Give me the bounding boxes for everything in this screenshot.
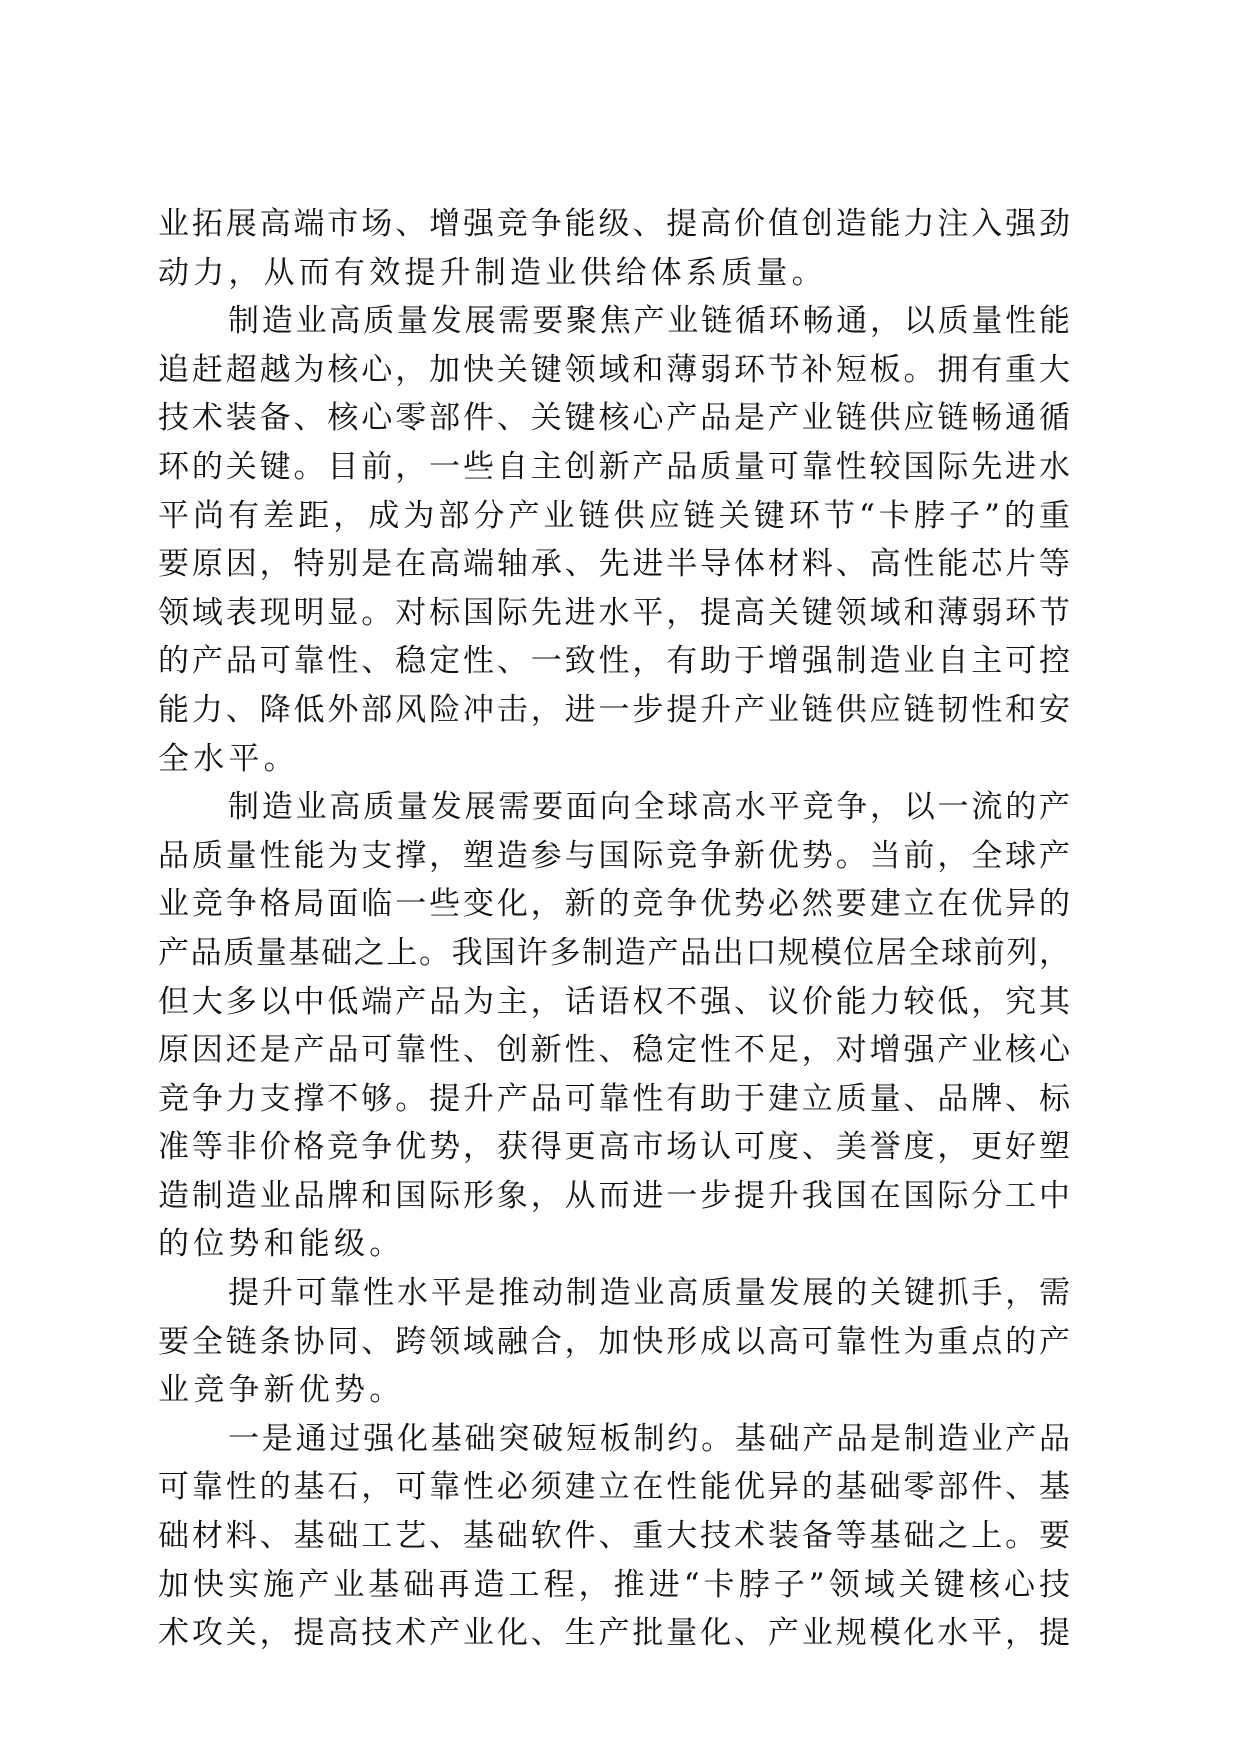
text-line: 一是通过强化基础突破短板制约。基础产品是制造业产品	[228, 1420, 1070, 1457]
text-line: 可靠性的基石，可靠性必须建立在性能优异的基础零部件、基	[158, 1469, 1070, 1506]
text-line: 要全链条协同、跨领域融合，加快形成以高可靠性为重点的产	[158, 1323, 1070, 1360]
text-line: 准等非价格竞争优势，获得更高市场认可度、美誉度，更好塑	[158, 1129, 1070, 1166]
text-line: 加快实施产业基础再造工程，推进“卡脖子”领域关键核心技	[158, 1566, 1070, 1603]
text-line: 业竞争新优势。	[158, 1372, 405, 1409]
text-line: 提升可靠性水平是推动制造业高质量发展的关键抓手，需	[228, 1275, 1070, 1312]
text-line: 制造业高质量发展需要聚焦产业链循环畅通，以质量性能	[228, 303, 1070, 340]
text-line: 追赶超越为核心，加快关键领域和薄弱环节补短板。拥有重大	[158, 351, 1070, 388]
text-line: 环的关键。目前，一些自主创新产品质量可靠性较国际先进水	[158, 448, 1070, 485]
text-line: 业拓展高端市场、增强竞争能级、提高价值创造能力注入强劲	[158, 206, 1070, 242]
paragraph-1	[158, 200, 1070, 297]
text-line: 原因还是产品可靠性、创新性、稳定性不足，对增强产业核心	[158, 1032, 1070, 1069]
text-line: 产品质量基础之上。我国许多制造产品出口规模位居全球前列，	[158, 934, 1070, 971]
text-line: 的位势和能级。	[158, 1226, 405, 1263]
text-line: 础材料、基础工艺、基础软件、重大技术装备等基础之上。要	[158, 1518, 1070, 1555]
text-line: 业竞争格局面临一些变化，新的竞争优势必然要建立在优异的	[158, 886, 1070, 923]
text-line: 造制造业品牌和国际形象，从而进一步提升我国在国际分工中	[158, 1177, 1070, 1214]
paragraph-2	[158, 297, 1070, 783]
text-line: 技术装备、核心零部件、关键核心产品是产业链供应链畅通循	[158, 400, 1070, 437]
paragraph-4	[158, 1269, 1070, 1415]
text-line: 领域表现明显。对标国际先进水平，提高关键领域和薄弱环节	[158, 594, 1070, 631]
text-line: 的产品可靠性、稳定性、一致性，有助于增强制造业自主可控	[158, 643, 1070, 680]
text-line: 制造业高质量发展需要面向全球高水平竞争，以一流的产	[228, 789, 1070, 826]
paragraph-3	[158, 783, 1070, 1269]
paragraph-5	[158, 1415, 1070, 1658]
text-line: 要原因，特别是在高端轴承、先进半导体材料、高性能芯片等	[158, 546, 1070, 583]
text-line: 品质量性能为支撑，塑造参与国际竞争新优势。当前，全球产	[158, 837, 1070, 874]
text-line: 动力，从而有效提升制造业供给体系质量。	[158, 254, 827, 291]
text-line: 能力、降低外部风险冲击，进一步提升产业链供应链韧性和安	[158, 691, 1070, 728]
text-line: 术攻关，提高技术产业化、生产批量化、产业规模化水平，提	[158, 1615, 1070, 1652]
text-line: 平尚有差距，成为部分产业链供应链关键环节“卡脖子”的重	[158, 497, 1070, 534]
text-line: 全水平。	[158, 740, 299, 777]
text-line: 竞争力支撑不够。提升产品可靠性有助于建立质量、品牌、标	[158, 1080, 1070, 1117]
text-line: 但大多以中低端产品为主，话语权不强、议价能力较低，究其	[158, 983, 1070, 1020]
body-text	[158, 200, 1070, 1658]
